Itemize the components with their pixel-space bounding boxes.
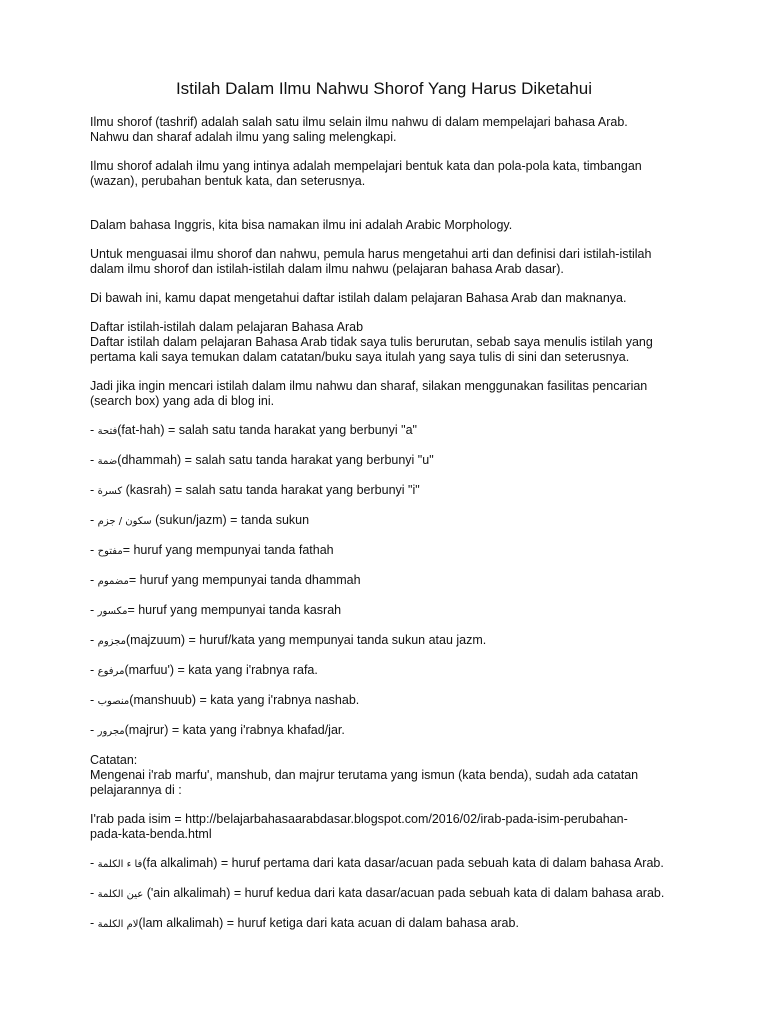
- arabic-term: عين الكلمة: [97, 889, 144, 900]
- term-item: - فتحة(fat-hah) = salah satu tanda harakat yang berbunyi "a": [90, 423, 417, 437]
- arabic-term: كسرة: [97, 486, 123, 497]
- term-item: - مجرور(majrur) = kata yang i'rabnya khafad/jar.: [90, 723, 345, 737]
- arabic-term: مجرور: [97, 726, 125, 737]
- term-definition: (majzuum) = huruf/kata yang mempunyai tanda sukun atau jazm.: [126, 633, 487, 647]
- paragraph-line: Ilmu shorof adalah ilmu yang intinya adalah mempelajari bentuk kata dan pola-pola kata, timbangan: [90, 159, 642, 173]
- arabic-term: مكسور: [97, 606, 128, 617]
- arabic-term: سكون / جزم: [97, 516, 152, 527]
- term-item: - مفتوح= huruf yang mempunyai tanda fathah: [90, 543, 334, 557]
- term-definition: (majrur) = kata yang i'rabnya khafad/jar.: [124, 723, 345, 737]
- arabic-term: مضموم: [97, 576, 129, 587]
- arabic-term: فا ء الكلمة: [97, 859, 143, 870]
- paragraph-line: (wazan), perubahan bentuk kata, dan seterusnya.: [90, 174, 366, 188]
- term-list: [90, 423, 690, 739]
- paragraph-line: Untuk menguasai ilmu shorof dan nahwu, pemula harus mengetahui arti dan definisi dari istilah-istilah: [90, 247, 652, 261]
- term-definition: (marfuu') = kata yang i'rabnya rafa.: [124, 663, 318, 677]
- irab-link-line: pada-kata-benda.html: [90, 827, 212, 841]
- paragraph-line: (search box) yang ada di blog ini.: [90, 394, 275, 408]
- arabic-term: فتحة: [97, 426, 118, 437]
- term-item: - مضموم= huruf yang mempunyai tanda dhammah: [90, 573, 361, 587]
- arabic-term: لام الكلمة: [97, 919, 139, 930]
- term-definition: = huruf yang mempunyai tanda kasrah: [127, 603, 342, 617]
- term-definition: (lam alkalimah) = huruf ketiga dari kata acuan di dalam bahasa arab.: [138, 916, 519, 930]
- paragraph-line: Dalam bahasa Inggris, kita bisa namakan ilmu ini adalah Arabic Morphology.: [90, 218, 513, 232]
- paragraph-line: Ilmu shorof (tashrif) adalah salah satu ilmu selain ilmu nahwu di dalam mempelajari bahasa Arab.: [90, 115, 628, 129]
- term-item: - مرفوع(marfuu') = kata yang i'rabnya rafa.: [90, 663, 318, 677]
- arabic-term: مفتوح: [97, 546, 123, 557]
- section-heading: Daftar istilah-istilah dalam pelajaran Bahasa Arab: [90, 320, 364, 334]
- page-title: Istilah Dalam Ilmu Nahwu Shorof Yang Harus Diketahui: [175, 79, 593, 98]
- arabic-term: ضمة: [97, 456, 118, 467]
- document-body: [90, 115, 690, 932]
- term-item: - مكسور= huruf yang mempunyai tanda kasrah: [90, 603, 342, 617]
- term-definition: (sukun/jazm) = tanda sukun: [151, 513, 310, 527]
- term-definition: = huruf yang mempunyai tanda dhammah: [128, 573, 361, 587]
- irab-link-line: I'rab pada isim = http://belajarbahasaarabdasar.blogspot.com/2016/02/irab-pada-isim-perubahan-: [90, 812, 628, 826]
- term-definition: ('ain alkalimah) = huruf kedua dari kata dasar/acuan pada sebuah kata di dalam bahasa arab.: [143, 886, 665, 900]
- term-item: - مجزوم(majzuum) = huruf/kata yang mempunyai tanda sukun atau jazm.: [90, 633, 487, 647]
- term-item: - لام الكلمة(lam alkalimah) = huruf ketiga dari kata acuan di dalam bahasa arab.: [90, 916, 519, 930]
- term-definition: (fa alkalimah) = huruf pertama dari kata dasar/acuan pada sebuah kata di dalam bahasa Arab.: [142, 856, 664, 870]
- paragraph-line: pelajarannya di :: [90, 783, 182, 797]
- term-definition: (manshuub) = kata yang i'rabnya nashab.: [129, 693, 360, 707]
- paragraph-line: dalam ilmu shorof dan istilah-istilah dalam ilmu nahwu (pelajaran bahasa Arab dasar).: [90, 262, 564, 276]
- term-item: - عين الكلمة ('ain alkalimah) = huruf kedua dari kata dasar/acuan pada sebuah kata di dalam bahasa arab.: [90, 886, 665, 900]
- term-item: - سكون / جزم (sukun/jazm) = tanda sukun: [90, 513, 310, 527]
- term-item: - كسرة (kasrah) = salah satu tanda harakat yang berbunyi "i": [90, 483, 420, 497]
- note-label: Catatan:: [90, 753, 138, 767]
- paragraph-line: Mengenai i'rab marfu', manshub, dan majrur terutama yang ismun (kata benda), sudah ada catatan: [90, 768, 639, 782]
- arabic-term: منصوب: [97, 696, 130, 707]
- paragraph-line: Nahwu dan sharaf adalah ilmu yang saling melengkapi.: [90, 130, 397, 144]
- term-definition: (fat-hah) = salah satu tanda harakat yang berbunyi "a": [117, 423, 417, 437]
- term-item: - ضمة(dhammah) = salah satu tanda harakat yang berbunyi "u": [90, 453, 434, 467]
- term-definition: (kasrah) = salah satu tanda harakat yang berbunyi "i": [122, 483, 420, 497]
- term-list-2: [90, 856, 690, 932]
- paragraph-line: pertama kali saya temukan dalam catatan/buku saya itulah yang saya tulis di sini dan seterusnya.: [90, 350, 630, 364]
- term-item: - فا ء الكلمة(fa alkalimah) = huruf pertama dari kata dasar/acuan pada sebuah kata di dalam bahasa Arab.: [90, 856, 664, 870]
- term-definition: (dhammah) = salah satu tanda harakat yang berbunyi "u": [117, 453, 434, 467]
- paragraph-line: Jadi jika ingin mencari istilah dalam ilmu nahwu dan sharaf, silakan menggunakan fasilitas pencarian: [90, 379, 648, 393]
- term-definition: = huruf yang mempunyai tanda fathah: [122, 543, 334, 557]
- paragraph-line: Daftar istilah dalam pelajaran Bahasa Arab tidak saya tulis berurutan, sebab saya menulis istilah yang: [90, 335, 653, 349]
- arabic-term: مجزوم: [97, 636, 126, 647]
- term-item: - منصوب(manshuub) = kata yang i'rabnya nashab.: [90, 693, 360, 707]
- arabic-term: مرفوع: [97, 666, 125, 677]
- paragraph-line: Di bawah ini, kamu dapat mengetahui daftar istilah dalam pelajaran Bahasa Arab dan maknanya.: [90, 291, 627, 305]
